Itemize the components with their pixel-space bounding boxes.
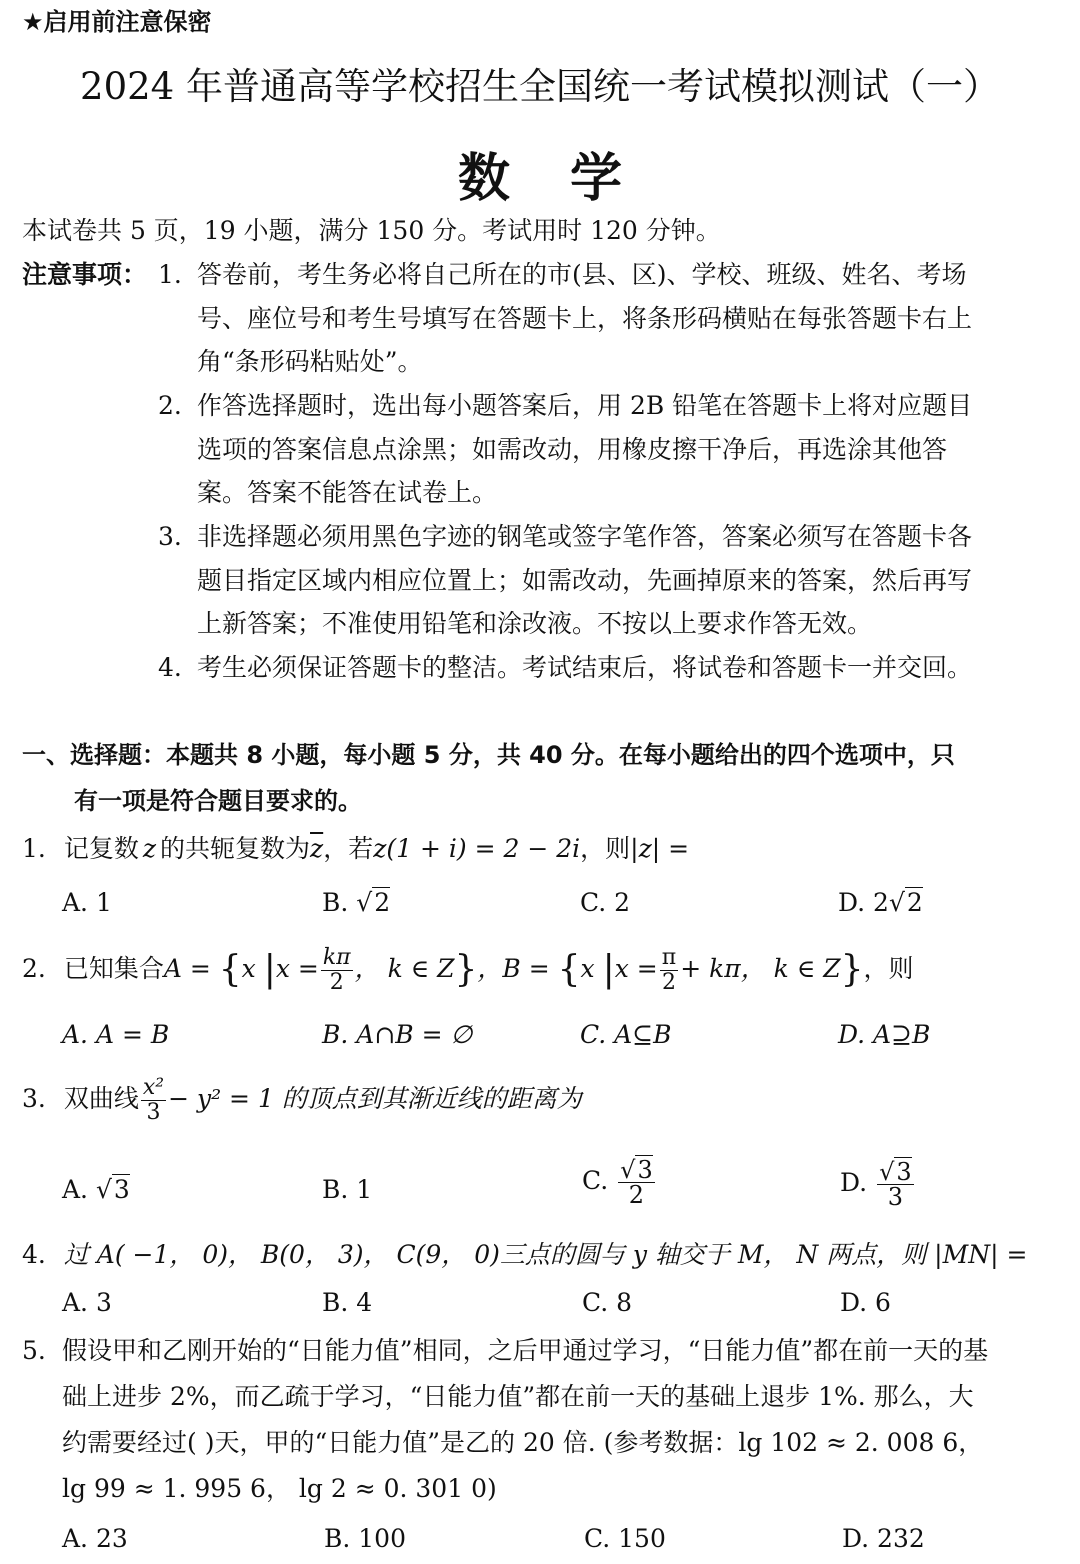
section-1-heading: 一、选择题：本题共 8 小题，每小题 5 分，共 40 分。在每小题给出的四个选项中，只 [22, 741, 955, 769]
question-3: 3. 双曲线 $\frac{\text{x²}}{3}$ − y² = 1 的顶点到其渐近线的距离为 [22, 1075, 582, 1125]
q4-num: 4. [22, 1240, 46, 1269]
question-1: 1. 记复数 z 的共轭复数为$\overline{z}$，若z(1 + i) = 2 − 2i，则|z| = [22, 834, 690, 863]
q2-option-a: A. A = B [62, 1020, 170, 1049]
note-2-line-1: 作答选择题时，选出每小题答案后，用 2B 铅笔在答题卡上将对应题目 [197, 391, 973, 420]
q5-line-4: lg 99 ≈ 1. 995 6， lg 2 ≈ 0. 301 0) [62, 1474, 497, 1503]
question-2: 2. 已知集合A = {x |x = $\frac{k\pi}{2}$ ， k ∈ Z}，B = {x |x = $\frac{\pi}{2}$ + kπ， k ∈ Z}，则 [22, 945, 914, 995]
note-1-num: 1. [158, 260, 182, 289]
note-1-line-2: 号、座位号和考生号填写在答题卡上，将条形码横贴在每张答题卡右上 [197, 304, 973, 333]
note-3-line-1: 非选择题必须用黑色字迹的钢笔或签字笔作答，答案必须写在答题卡各 [197, 522, 973, 551]
note-4-line-1: 考生必须保证答题卡的整洁。考试结束后，将试卷和答题卡一并交回。 [197, 653, 973, 682]
q5-line-1: 假设甲和乙刚开始的“日能力值”相同，之后甲通过学习，“日能力值”都在前一天的基 [62, 1336, 989, 1365]
exam-title: 2024 年普通高等学校招生全国统一考试模拟测试（一） [80, 65, 1000, 108]
exam-intro: 本试卷共 5 页，19 小题，满分 150 分。考试用时 120 分钟。 [22, 216, 721, 245]
q3-option-a: A. √3 [62, 1175, 130, 1204]
subject-title: 数学 [457, 148, 682, 209]
q3-option-c: C. $\frac{√3}{2}$ [582, 1156, 653, 1209]
q2-num: 2. [22, 954, 46, 983]
q1-option-d: D. 2√2 [838, 888, 923, 917]
q1-option-b: B. √2 [322, 888, 391, 917]
section-1-heading-cont: 有一项是符合题目要求的。 [74, 787, 362, 815]
q3-num: 3. [22, 1084, 46, 1113]
note-3-line-3: 上新答案；不准使用铅笔和涂改液。不按以上要求作答无效。 [197, 609, 873, 638]
note-3-num: 3. [158, 522, 182, 551]
q2-option-c: C. A⊆B [580, 1020, 672, 1049]
q5-option-a: A. 23 [62, 1524, 128, 1553]
note-1-line-3: 角“条形码粘贴处”。 [197, 347, 423, 376]
notes-label: 注意事项： [22, 260, 148, 289]
q1-num: 1. [22, 834, 46, 863]
question-4: 4. 过 A( −1， 0)， B(0， 3)， C(9， 0)三点的圆与 y 轴交于 M， N 两点，则 |MN| = [22, 1240, 1028, 1269]
note-2-num: 2. [158, 391, 182, 420]
note-3-line-2: 题目指定区域内相应位置上；如需改动，先画掉原来的答案，然后再写 [197, 566, 973, 595]
q3-option-b: B. 1 [322, 1175, 373, 1204]
q4-option-c: C. 8 [582, 1288, 633, 1317]
q3-option-d: D. $\frac{√3}{3}$ [840, 1158, 912, 1211]
note-2-line-2: 选项的答案信息点涂黑；如需改动，用橡皮擦干净后，再选涂其他答 [197, 435, 948, 464]
q1-option-c: C. 2 [580, 888, 631, 917]
confidential-label: ★启用前注意保密 [22, 8, 212, 36]
q4-option-a: A. 3 [62, 1288, 112, 1317]
q5-option-b: B. 100 [324, 1524, 406, 1553]
note-2-line-3: 案。答案不能答在试卷上。 [197, 478, 498, 507]
q2-option-b: B. A∩B = ∅ [322, 1020, 473, 1049]
q4-option-b: B. 4 [322, 1288, 373, 1317]
q4-option-d: D. 6 [840, 1288, 891, 1317]
note-1-line-1: 答卷前，考生务必将自己所在的市(县、区)、学校、班级、姓名、考场 [197, 260, 967, 289]
q5-line-3: 约需要经过( )天，甲的“日能力值”是乙的 20 倍. (参考数据：lg 102 ≈ 2. 008 6， [62, 1428, 984, 1457]
note-4-num: 4. [158, 653, 182, 682]
q5-option-c: C. 150 [584, 1524, 666, 1553]
q5-num: 5. [22, 1336, 46, 1365]
q5-line-2: 础上进步 2%，而乙疏于学习，“日能力值”都在前一天的基础上退步 1%. 那么，大 [62, 1382, 974, 1411]
q1-option-a: A. 1 [62, 888, 112, 917]
q2-option-d: D. A⊇B [838, 1020, 931, 1049]
q5-option-d: D. 232 [842, 1524, 925, 1553]
